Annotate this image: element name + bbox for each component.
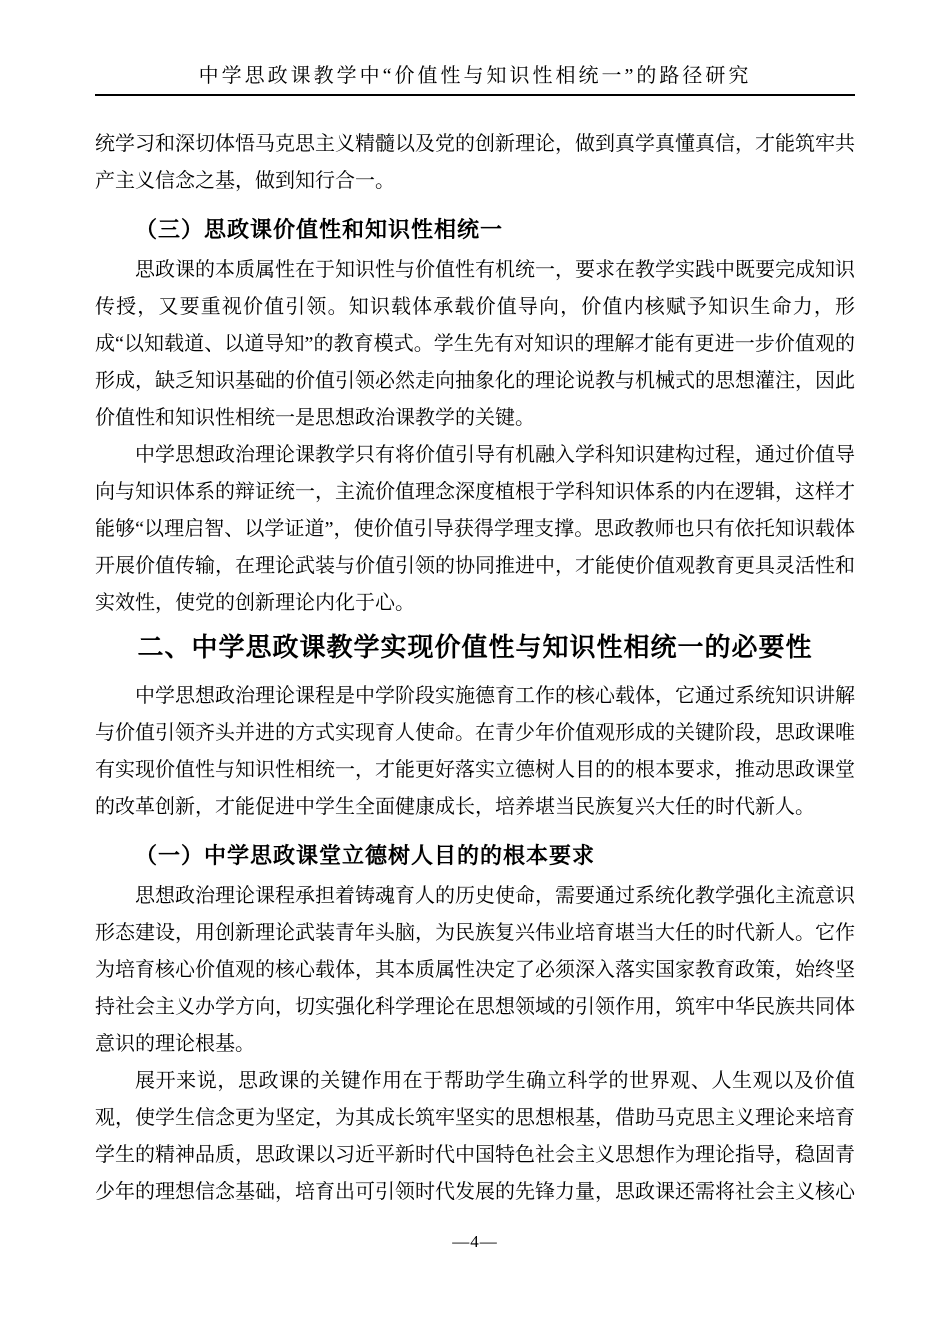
section-heading-three: （三）思政课价值性和知识性相统一 (135, 217, 504, 242)
paragraph: 中学思想政治理论课教学只有将价值引导有机融入学科知识建构过程，通过价值导向与知识体系的辩证统一，主流价值理念深度植根于学科知识体系的内在逻辑，这样才能够“以理启智、以学证道”，使价值引导获得学理支撑。思政教师也只有依托知识载体开展价值传输，在理论武装与价值引领的协同推进中，才能使价值观教育更具灵活性和实效性，使党的创新理论内化于心。 (95, 444, 855, 614)
document-body (95, 126, 855, 1211)
paragraph-continuation: 统学习和深切体悟马克思主义精髓以及党的创新理论，做到真学真懂真信，才能筑牢共产主义信念之基，做到知行合一。 (95, 133, 855, 192)
running-head-title: 中学思政课教学中“价值性与知识性相统一”的路径研究 (95, 63, 855, 96)
chapter-heading-two: 二、中学思政课教学实现价值性与知识性相统一的必要性 (137, 632, 813, 662)
paragraph: 展开来说，思政课的关键作用在于帮助学生确立科学的世界观、人生观以及价值观，使学生信念更为坚定，为其成长筑牢坚实的思想根基，借助马克思主义理论来培育学生的精神品质，思政课以习近平新时代中国特色社会主义思想作为理论指导，稳固青少年的理想信念基础，培育出可引领时代发展的先锋力量，思政课还需将社会主义核心 (95, 1070, 855, 1203)
paragraph: 思政课的本质属性在于知识性与价值性有机统一，要求在教学实践中既要完成知识传授，又要重视价值引领。知识载体承载价值导向，价值内核赋予知识生命力，形成“以知载道、以道导知”的教育模式。学生先有对知识的理解才能有更进一步价值观的形成，缺乏知识基础的价值引领必然走向抽象化的理论说教与机械式的思想灌注，因此价值性和知识性相统一是思想政治课教学的关键。 (95, 259, 855, 429)
page-footer (0, 1232, 950, 1252)
section-heading-one: （一）中学思政课堂立德树人目的的根本要求 (135, 843, 596, 868)
page-header (95, 0, 855, 96)
paragraph: 中学思想政治理论课程是中学阶段实施德育工作的核心载体，它通过系统知识讲解与价值引领齐头并进的方式实现育人使命。在青少年价值观形成的关键阶段，思政课唯有实现价值性与知识性相统一，才能更好落实立德树人目的的根本要求，推动思政课堂的改革创新，才能促进中学生全面健康成长，培养堪当民族复兴大任的时代新人。 (95, 685, 855, 818)
page-number: —4— (452, 1232, 498, 1251)
paragraph: 思想政治理论课程承担着铸魂育人的历史使命，需要通过系统化教学强化主流意识形态建设，用创新理论武装青年头脑，为民族复兴伟业培育堪当大任的时代新人。它作为培育核心价值观的核心载体，其本质属性决定了必须深入落实国家教育政策，始终坚持社会主义办学方向，切实强化科学理论在思想领域的引领作用，筑牢中华民族共同体意识的理论根基。 (95, 885, 855, 1055)
